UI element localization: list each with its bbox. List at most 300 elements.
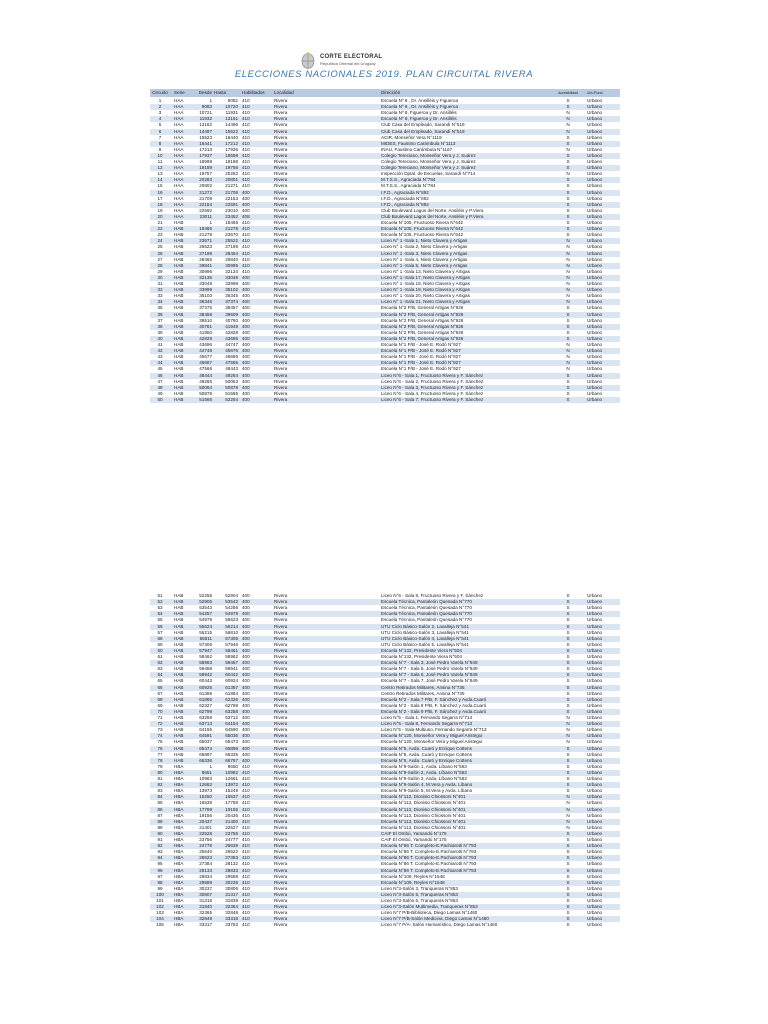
cell-accesibilidad: N xyxy=(566,800,570,806)
cell-accesibilidad: S xyxy=(566,189,570,195)
cell-habilitados: 400 xyxy=(242,293,250,299)
cell-localidad: Rivera xyxy=(274,128,288,134)
cell-habilitados: 400 xyxy=(242,287,250,293)
cell-serie: HAB xyxy=(174,605,184,611)
cell-urb-rural: Urbano xyxy=(587,629,603,635)
cell-direccion: Escuela N°7 - Sala 6, José Pedro Varela N°849 xyxy=(381,672,478,678)
cell-urb-rural: Urbano xyxy=(587,812,603,818)
cell-habilitados: 400 xyxy=(242,329,250,335)
cell-habilitados: 400 xyxy=(242,708,250,714)
cell-urb-rural: Urbano xyxy=(587,110,603,116)
cell-serie: HAA xyxy=(174,159,184,164)
cell-serie: HAB xyxy=(174,733,184,739)
cell-desde: 24778 xyxy=(199,843,212,849)
cell-desde: 23011 xyxy=(199,213,212,219)
cell-serie: HAB xyxy=(174,684,184,690)
cell-accesibilidad: S xyxy=(566,183,570,189)
cell-localidad: Rivera xyxy=(274,256,288,262)
cell-circuito: 90 xyxy=(157,830,163,836)
cell-direccion: Escuela Técnica, Pantaleón Quesada N°770 xyxy=(381,605,472,611)
cell-hasta: 63258 xyxy=(225,708,238,714)
cell-circuito: 36 xyxy=(157,311,163,317)
cell-desde: 15523 xyxy=(199,134,212,140)
cell-desde: 54979 xyxy=(199,617,212,623)
cell-urb-rural: Urbano xyxy=(587,366,603,372)
cell-circuito: 43 xyxy=(157,354,163,360)
cell-direccion: Escuela N°86 T. Completo-E.Pachiarotti N°793 xyxy=(381,867,477,873)
cell-urb-rural: Urbano xyxy=(587,776,603,781)
cell-direccion: Escuela N°2 - Sala 7 P/B, F. Sánchez y Avda.Cuaró xyxy=(381,696,487,702)
cell-desde: 29841 xyxy=(199,262,212,268)
cell-desde: 50879 xyxy=(199,390,212,396)
cell-direccion: Escuela Nº 8, Figueroa y Dr. Ansilléis xyxy=(381,116,457,122)
header-localidad: Localidad xyxy=(274,90,294,95)
cell-direccion: Liceo N°3-Salón 6, Tranqueras N°853 xyxy=(381,898,458,903)
cell-localidad: Rivera xyxy=(274,378,288,384)
cell-circuito: 1 xyxy=(158,98,162,103)
cell-localidad: Rivera xyxy=(274,110,288,116)
cell-localidad: Rivera xyxy=(274,159,288,164)
cell-hasta: 57305 xyxy=(225,635,238,641)
cell-urb-rural: Urbano xyxy=(587,348,603,354)
cell-accesibilidad: N xyxy=(566,727,570,733)
cell-serie: HAB xyxy=(174,360,184,366)
cell-localidad: Rivera xyxy=(274,220,288,225)
cell-desde: 33049 xyxy=(199,281,212,286)
cell-serie: HAA xyxy=(174,104,184,110)
cell-serie: HAB xyxy=(174,342,184,347)
cell-direccion: Liceo N°5 - Sala Multiuso, Fernando Segarra N°713 xyxy=(381,727,487,733)
cell-direccion: Escuela N°109, Reyles N°1548 xyxy=(381,879,445,885)
cell-direccion: Liceo N° 1 -Sala 3, Nieto Clavera y Artigas xyxy=(381,250,468,256)
cell-serie: HAB xyxy=(174,250,184,256)
cell-circuito: 28 xyxy=(157,262,163,268)
cell-localidad: Rivera xyxy=(274,342,288,347)
cell-circuito: 69 xyxy=(157,702,163,708)
cell-hasta: 57946 xyxy=(225,641,238,647)
cell-hasta: 32134 xyxy=(225,268,238,274)
cell-localidad: Rivera xyxy=(274,250,288,256)
cell-urb-rural: Urbano xyxy=(587,849,603,855)
cell-accesibilidad: S xyxy=(566,922,570,928)
cell-desde: 17789 xyxy=(199,806,212,812)
cell-circuito: 60 xyxy=(157,647,163,653)
table-row xyxy=(150,397,620,403)
cell-habilitados: 410 xyxy=(242,898,250,903)
cell-desde: 1 xyxy=(209,98,212,103)
cell-circuito: 23 xyxy=(157,232,163,238)
cell-localidad: Rivera xyxy=(274,177,288,183)
cell-circuito: 41 xyxy=(157,342,163,347)
cell-circuito: 93 xyxy=(157,849,163,855)
cell-accesibilidad: S xyxy=(566,207,570,213)
cell-hasta: 52254 xyxy=(225,396,238,402)
cell-localidad: Rivera xyxy=(274,812,288,818)
cell-desde: 57306 xyxy=(199,641,212,647)
cell-serie: HBA xyxy=(174,855,184,861)
cell-accesibilidad: S xyxy=(566,647,570,653)
cell-accesibilidad: N xyxy=(566,287,570,293)
cell-localidad: Rivera xyxy=(274,171,288,177)
cell-urb-rural: Urbano xyxy=(587,721,603,727)
cell-habilitados: 410 xyxy=(242,183,250,189)
cell-localidad: Rivera xyxy=(274,116,288,122)
cell-habilitados: 410 xyxy=(242,904,250,910)
cell-direccion: Escuela N°86 T. Completo-E.Pachiarotti N°793 xyxy=(381,849,477,855)
cell-desde: 17937 xyxy=(199,152,212,158)
cell-desde: 18599 xyxy=(199,159,212,164)
cell-serie: HAA xyxy=(174,195,184,201)
cell-hasta: 33048 xyxy=(225,274,238,280)
cell-direccion: Escuela N°120, Monseñor Vera y Miguel Aristegui xyxy=(381,733,483,739)
cell-accesibilidad: S xyxy=(566,390,570,396)
cell-localidad: Rivera xyxy=(274,335,288,341)
cell-serie: HBA xyxy=(174,891,184,897)
cell-direccion: Escuela Técnica, Pantaleón Quesada N°770 xyxy=(381,611,472,617)
cell-hasta: 19188 xyxy=(225,159,238,164)
cell-accesibilidad: S xyxy=(566,317,570,323)
header-accesibilidad: Accesibilidad xyxy=(558,91,578,95)
cell-hasta: 18465 xyxy=(225,220,238,225)
cell-desde: 1 xyxy=(209,763,212,769)
cell-urb-rural: Urbano xyxy=(587,861,603,867)
cell-urb-rural: Urbano xyxy=(587,207,603,213)
cell-accesibilidad: N xyxy=(566,238,570,244)
cell-urb-rural: Urbano xyxy=(587,654,603,659)
cell-accesibilidad: S xyxy=(566,623,570,629)
cell-accesibilidad: S xyxy=(566,708,570,714)
cell-serie: HAB xyxy=(174,256,184,262)
cell-accesibilidad: S xyxy=(566,885,570,891)
table-row xyxy=(150,922,620,928)
cell-habilitados: 410 xyxy=(242,268,250,274)
cell-localidad: Rivera xyxy=(274,238,288,244)
cell-localidad: Rivera xyxy=(274,329,288,335)
cell-circuito: 98 xyxy=(157,879,163,885)
cell-hasta: 15522 xyxy=(225,128,238,134)
cell-direccion: MIDES, Faustino Carámbula N°1113 xyxy=(381,140,456,146)
cell-direccion: Escuela N°2 P/B, General Artigas N°926 xyxy=(381,305,464,311)
cell-serie: HAB xyxy=(174,757,184,763)
header-urb-rural: Urb./Rural xyxy=(587,91,603,95)
cell-circuito: 61 xyxy=(157,654,163,659)
cell-urb-rural: Urbano xyxy=(587,757,603,763)
cell-urb-rural: Urbano xyxy=(587,104,603,110)
cell-urb-rural: Urbano xyxy=(587,159,603,164)
cell-serie: HBA xyxy=(174,794,184,800)
cell-direccion: Liceo N°3-Salón 5, Tranqueras N°853 xyxy=(381,891,458,897)
cell-habilitados: 410 xyxy=(242,830,250,836)
cell-circuito: 63 xyxy=(157,666,163,672)
cell-hasta: 23010 xyxy=(225,207,238,213)
cell-habilitados: 408 xyxy=(242,213,250,219)
cell-desde: 59942 xyxy=(199,672,212,678)
cell-circuito: 76 xyxy=(157,745,163,751)
cell-direccion: Escuela Nº 8 , Dr. Ansilléis y Figueroa xyxy=(381,98,458,103)
cell-direccion: CAIF El Ombú, Yamandú N°175 xyxy=(381,837,447,842)
cell-serie: HAB xyxy=(174,702,184,708)
cell-habilitados: 410 xyxy=(242,806,250,812)
cell-direccion: Liceo N° 1 -Sala 2, Nieto Clavera y Artigas xyxy=(381,244,468,250)
cell-localidad: Rivera xyxy=(274,146,288,152)
cell-circuito: 56 xyxy=(157,623,163,629)
cell-accesibilidad: N xyxy=(566,721,570,727)
cell-circuito: 39 xyxy=(157,329,163,335)
cell-localidad: Rivera xyxy=(274,165,288,171)
cell-habilitados: 410 xyxy=(242,910,250,916)
cell-habilitados: 410 xyxy=(242,873,250,879)
cell-desde: 30807 xyxy=(199,891,212,897)
cell-habilitados: 410 xyxy=(242,782,250,788)
cell-localidad: Rivera xyxy=(274,733,288,739)
cell-hasta: 28132 xyxy=(225,861,238,867)
cell-localidad: Rivera xyxy=(274,305,288,311)
cell-habilitados: 400 xyxy=(242,727,250,733)
cell-hasta: 39509 xyxy=(225,311,238,317)
cell-desde: 32135 xyxy=(199,274,212,280)
cell-localidad: Rivera xyxy=(274,635,288,641)
cell-direccion: Escuela N°9-Salón 5, M.Vera y Avda. Líbano xyxy=(381,788,473,794)
cell-localidad: Rivera xyxy=(274,629,288,635)
cell-hasta: 61387 xyxy=(225,684,238,690)
cell-hasta: 33783 xyxy=(225,922,238,928)
cell-circuito: 54 xyxy=(157,611,163,617)
cell-direccion: Escuela N°2 P/B, General Artigas N°926 xyxy=(381,323,464,329)
cell-urb-rural: Urbano xyxy=(587,751,603,757)
cell-hasta: 59457 xyxy=(225,660,238,666)
cell-localidad: Rivera xyxy=(274,183,288,189)
cell-accesibilidad: S xyxy=(566,867,570,873)
cell-urb-rural: Urbano xyxy=(587,250,603,256)
cell-circuito: 33 xyxy=(157,293,163,299)
cell-hasta: 40780 xyxy=(225,317,238,323)
cell-accesibilidad: S xyxy=(566,98,570,103)
cell-urb-rural: Urbano xyxy=(587,733,603,739)
cell-desde: 63259 xyxy=(199,715,212,720)
cell-urb-rural: Urbano xyxy=(587,116,603,122)
cell-habilitados: 410 xyxy=(242,849,250,855)
cell-circuito: 25 xyxy=(157,244,163,250)
cell-localidad: Rivera xyxy=(274,293,288,299)
cell-hasta: 13161 xyxy=(225,116,238,122)
cell-direccion: Escuela N°2 - Sala 9 P/B, F. Sánchez y Avda.Cuaró xyxy=(381,708,487,714)
cell-serie: HAB xyxy=(174,335,184,341)
cell-direccion: Escuela N°132, Presidente Viera N°504 xyxy=(381,647,462,653)
cell-accesibilidad: S xyxy=(566,678,570,684)
cell-urb-rural: Urbano xyxy=(587,891,603,897)
cell-direccion: UTU Ciclo Básico-Salón 3, Lavalleja N°541 xyxy=(381,629,469,635)
cell-direccion: Escuela N°7 - Sala 7, José Pedro Varela N°849 xyxy=(381,678,478,684)
cell-urb-rural: Urbano xyxy=(587,354,603,360)
cell-direccion: I.F.D., Agraciada N°892 xyxy=(381,189,429,195)
cell-localidad: Rivera xyxy=(274,268,288,274)
cell-urb-rural: Urbano xyxy=(587,727,603,733)
cell-habilitados: 410 xyxy=(242,891,250,897)
cell-urb-rural: Urbano xyxy=(587,660,603,666)
cell-desde: 8651 xyxy=(201,769,212,775)
cell-direccion: Escuela N°9-Salón 4, M.Vera y Avda. Líbano xyxy=(381,782,473,788)
cell-accesibilidad: S xyxy=(566,788,570,794)
cell-urb-rural: Urbano xyxy=(587,122,603,128)
cell-habilitados: 400 xyxy=(242,751,250,757)
cell-habilitados: 410 xyxy=(242,152,250,158)
cell-localidad: Rivera xyxy=(274,690,288,696)
cell-accesibilidad: S xyxy=(566,605,570,611)
cell-urb-rural: Urbano xyxy=(587,195,603,201)
cell-urb-rural: Urbano xyxy=(587,641,603,647)
cell-localidad: Rivera xyxy=(274,372,288,378)
cell-desde: 17213 xyxy=(199,146,212,152)
cell-desde: 9083 xyxy=(201,104,212,110)
cell-direccion: Liceo N° 1 -Sala 4, Nieto Clavera y Artigas xyxy=(381,256,468,262)
cell-accesibilidad: S xyxy=(566,323,570,329)
cell-desde: 58963 xyxy=(199,660,212,666)
cell-desde: 22528 xyxy=(199,830,212,836)
cell-direccion: Escuela N°2 P/B, General Artigas N°926 xyxy=(381,329,464,335)
cell-direccion: I.F.D., Agraciada N°892 xyxy=(381,201,429,207)
cell-direccion: Liceo N°6 - Sala 2, Fructuoso Rivera y F. Sánchez xyxy=(381,378,484,384)
cell-localidad: Rivera xyxy=(274,843,288,849)
cell-localidad: Rivera xyxy=(274,806,288,812)
cell-localidad: Rivera xyxy=(274,213,288,219)
cell-accesibilidad: S xyxy=(566,654,570,659)
cell-accesibilidad: S xyxy=(566,776,570,781)
cell-habilitados: 410 xyxy=(242,122,250,128)
cell-habilitados: 400 xyxy=(242,390,250,396)
cell-direccion: Liceo N° 1 -Sala 17, Nieto Clavera y Artigas xyxy=(381,274,470,280)
cell-habilitados: 410 xyxy=(242,256,250,262)
cell-hasta: 10982 xyxy=(225,769,238,775)
cell-habilitados: 410 xyxy=(242,238,250,244)
cell-hasta: 48443 xyxy=(225,366,238,372)
header-serie: Serie xyxy=(174,90,185,95)
cell-desde: 62799 xyxy=(199,708,212,714)
cell-habilitados: 410 xyxy=(242,885,250,891)
cell-circuito: 92 xyxy=(157,843,163,849)
cell-localidad: Rivera xyxy=(274,281,288,286)
cell-desde: 61388 xyxy=(199,690,212,696)
cell-desde: 23671 xyxy=(199,238,212,244)
cell-accesibilidad: S xyxy=(566,696,570,702)
cell-accesibilidad: N xyxy=(566,122,570,128)
cell-urb-rural: Urbano xyxy=(587,830,603,836)
cell-urb-rural: Urbano xyxy=(587,885,603,891)
cell-circuito: 67 xyxy=(157,690,163,696)
cell-localidad: Rivera xyxy=(274,745,288,751)
cell-direccion: Liceo N° 1 -Sala 1, Nieto Clavera y Artigas xyxy=(381,238,468,244)
cell-accesibilidad: S xyxy=(566,751,570,757)
cell-serie: HAA xyxy=(174,116,184,122)
header-habilitados: Habilitados xyxy=(242,90,265,95)
cell-direccion: Escuela Técnica, Pantaleón Quesada N°770 xyxy=(381,617,472,623)
cell-serie: HBA xyxy=(174,763,184,769)
cell-circuito: 4 xyxy=(158,116,162,122)
cell-desde: 61865 xyxy=(199,696,212,702)
cell-direccion: Escuela N°113, Dionisio Chiossoni N°401 xyxy=(381,812,466,818)
cell-circuito: 64 xyxy=(157,672,163,678)
cell-urb-rural: Urbano xyxy=(587,323,603,329)
cell-habilitados: 400 xyxy=(242,605,250,611)
cell-desde: 51566 xyxy=(199,396,212,402)
cell-accesibilidad: S xyxy=(566,843,570,849)
cell-accesibilidad: S xyxy=(566,855,570,861)
cell-habilitados: 400 xyxy=(242,281,250,286)
cell-hasta: 23452 xyxy=(225,213,238,219)
cell-circuito: 74 xyxy=(157,733,163,739)
cell-serie: HBA xyxy=(174,910,184,916)
cell-desde: 52905 xyxy=(199,599,212,605)
cell-localidad: Rivera xyxy=(274,195,288,201)
cell-accesibilidad: S xyxy=(566,213,570,219)
cell-desde: 30996 xyxy=(199,268,212,274)
cell-circuito: 66 xyxy=(157,684,163,690)
cell-habilitados: 400 xyxy=(242,366,250,372)
cell-habilitados: 410 xyxy=(242,128,250,134)
cell-serie: HAB xyxy=(174,366,184,372)
cell-circuito: 83 xyxy=(157,788,163,794)
cell-serie: HAA xyxy=(174,207,184,213)
cell-habilitados: 400 xyxy=(242,641,250,647)
cell-localidad: Rivera xyxy=(274,207,288,213)
cell-habilitados: 410 xyxy=(242,159,250,164)
cell-habilitados: 400 xyxy=(242,654,250,659)
cell-circuito: 91 xyxy=(157,837,163,842)
cell-habilitados: 400 xyxy=(242,623,250,629)
cell-serie: HAB xyxy=(174,384,184,390)
cell-desde: 16441 xyxy=(199,140,212,146)
cell-habilitados: 400 xyxy=(242,201,250,207)
cell-hasta: 66757 xyxy=(225,757,238,763)
cell-urb-rural: Urbano xyxy=(587,360,603,366)
cell-habilitados: 410 xyxy=(242,177,250,183)
document-header xyxy=(0,50,768,82)
cell-serie: HAB xyxy=(174,623,184,629)
cell-desde: 31840 xyxy=(199,904,212,910)
cell-localidad: Rivera xyxy=(274,122,288,128)
cell-urb-rural: Urbano xyxy=(587,146,603,152)
cell-circuito: 103 xyxy=(156,910,164,916)
cell-direccion: Escuela N°86 T. Completo-E.Pachiarotti N°793 xyxy=(381,855,477,861)
cell-circuito: 2 xyxy=(158,104,162,110)
cell-habilitados: 400 xyxy=(242,739,250,745)
cell-circuito: 19 xyxy=(157,207,163,213)
cell-urb-rural: Urbano xyxy=(587,837,603,842)
cell-localidad: Rivera xyxy=(274,611,288,617)
cell-localidad: Rivera xyxy=(274,232,288,238)
cell-localidad: Rivera xyxy=(274,189,288,195)
cell-localidad: Rivera xyxy=(274,617,288,623)
cell-accesibilidad: N xyxy=(566,250,570,256)
cell-direccion: Liceo N° 1 -Sala 19, Nieto Clavera y Artigas xyxy=(381,287,470,293)
cell-localidad: Rivera xyxy=(274,782,288,788)
cell-accesibilidad: S xyxy=(566,617,570,623)
cell-urb-rural: Urbano xyxy=(587,293,603,299)
cell-desde: 54257 xyxy=(199,611,212,617)
cell-circuito: 78 xyxy=(157,757,163,763)
cell-hasta: 64154 xyxy=(225,721,238,727)
cell-desde: 38458 xyxy=(199,311,212,317)
cell-habilitados: 400 xyxy=(242,690,250,696)
cell-serie: HAA xyxy=(174,152,184,158)
cell-serie: HAB xyxy=(174,317,184,323)
cell-localidad: Rivera xyxy=(274,317,288,323)
cell-localidad: Rivera xyxy=(274,916,288,922)
cell-circuito: 3 xyxy=(158,110,162,116)
cell-urb-rural: Urbano xyxy=(587,690,603,696)
cell-urb-rural: Urbano xyxy=(587,171,603,177)
cell-desde: 52255 xyxy=(199,593,212,598)
cell-habilitados: 400 xyxy=(242,745,250,751)
